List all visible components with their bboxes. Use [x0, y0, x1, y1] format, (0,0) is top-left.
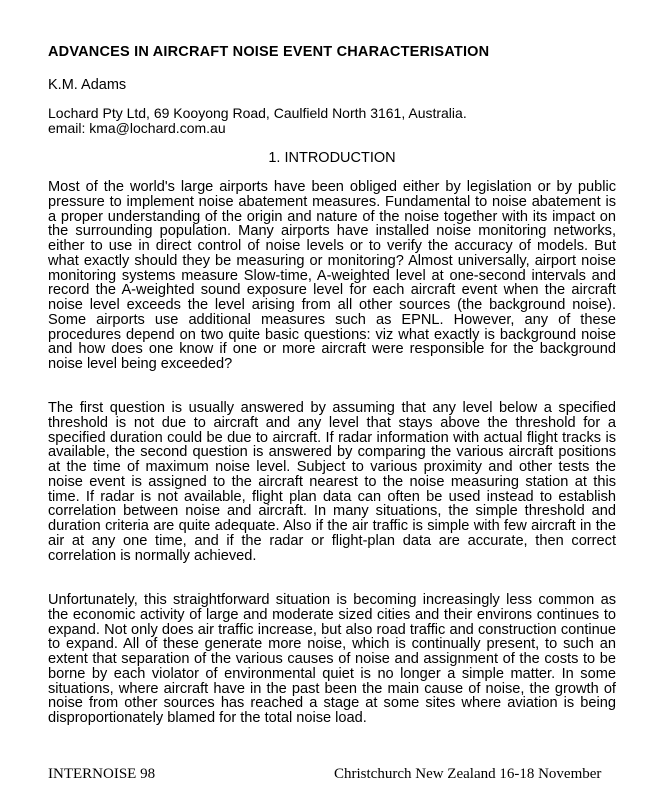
paragraph-1: Most of the world's large airports have been obliged either by legislation or by public pressure to implement noise abatement measures. Fundamental to noise abatement is a proper understanding of the origin and nature of the noise together with its impact on the surrounding population. Many airports have installed noise monitoring networks, either to use in direct control of noise levels or to verify the accuracy of models. But what exactly should they be measuring or monitoring? Almost universally, airport noise monitoring systems measure Slow-time, A-weighted level at one-second intervals and record the A-weighted sound exposure level for each aircraft event when the aircraft noise level exceeds the level arising from all other sources (the background noise). Some airports use additional measures such as EPNL. However, any of these procedures depend on two quite basic questions: viz what exactly is background noise and how does one know if one or more aircraft were responsible for the background noise level being exceeded?	[48, 179, 616, 372]
author-name: K.M. Adams	[48, 77, 127, 93]
footer-location-date: Christchurch New Zealand 16-18 November	[334, 766, 602, 782]
section-heading: 1. INTRODUCTION	[268, 150, 396, 166]
affiliation-address: Lochard Pty Ltd, 69 Kooyong Road, Caulfield North 3161, Australia.	[48, 105, 467, 121]
paragraph-3: Unfortunately, this straightforward situation is becoming increasingly less common as the economic activity of large and moderate sized cities and their environs continues to expand. Not only does air traffic increase, but also road traffic and construction continue to expand. All of these generate more noise, which is continually present, to such an extent that separation of the various causes of noise and assignment of the costs to be borne by each violator of environmental quiet is no longer a simple matter. In some situations, where aircraft have in the past been the main cause of noise, the growth of noise from other sources has reached a stage at some sites where aviation is being disproportionately blamed for the total noise load.	[48, 592, 616, 726]
footer-conference: INTERNOISE 98	[48, 766, 156, 782]
paper-title: ADVANCES IN AIRCRAFT NOISE EVENT CHARACTERISATION	[48, 44, 490, 60]
author-affiliation	[48, 106, 467, 136]
affiliation-email: email: kma@lochard.com.au	[48, 120, 226, 136]
paragraph-2: The first question is usually answered by assuming that any level below a specified threshold is not due to aircraft and any level that stays above the threshold for a specified duration could be due to aircraft. If radar information with actual flight tracks is available, the second question is answered by comparing the various aircraft positions at the time of maximum noise level. Subject to various proximity and other tests the noise event is assigned to the aircraft nearest to the noise measuring station at this time. If radar is not available, flight plan data can often be used instead to establish correlation between noise and aircraft. In many situations, the simple threshold and duration criteria are quite adequate. Also if the air traffic is simple with few aircraft in the air at any one time, and if the radar or flight-plan data are accurate, then correct correlation is normally achieved.	[48, 400, 616, 564]
